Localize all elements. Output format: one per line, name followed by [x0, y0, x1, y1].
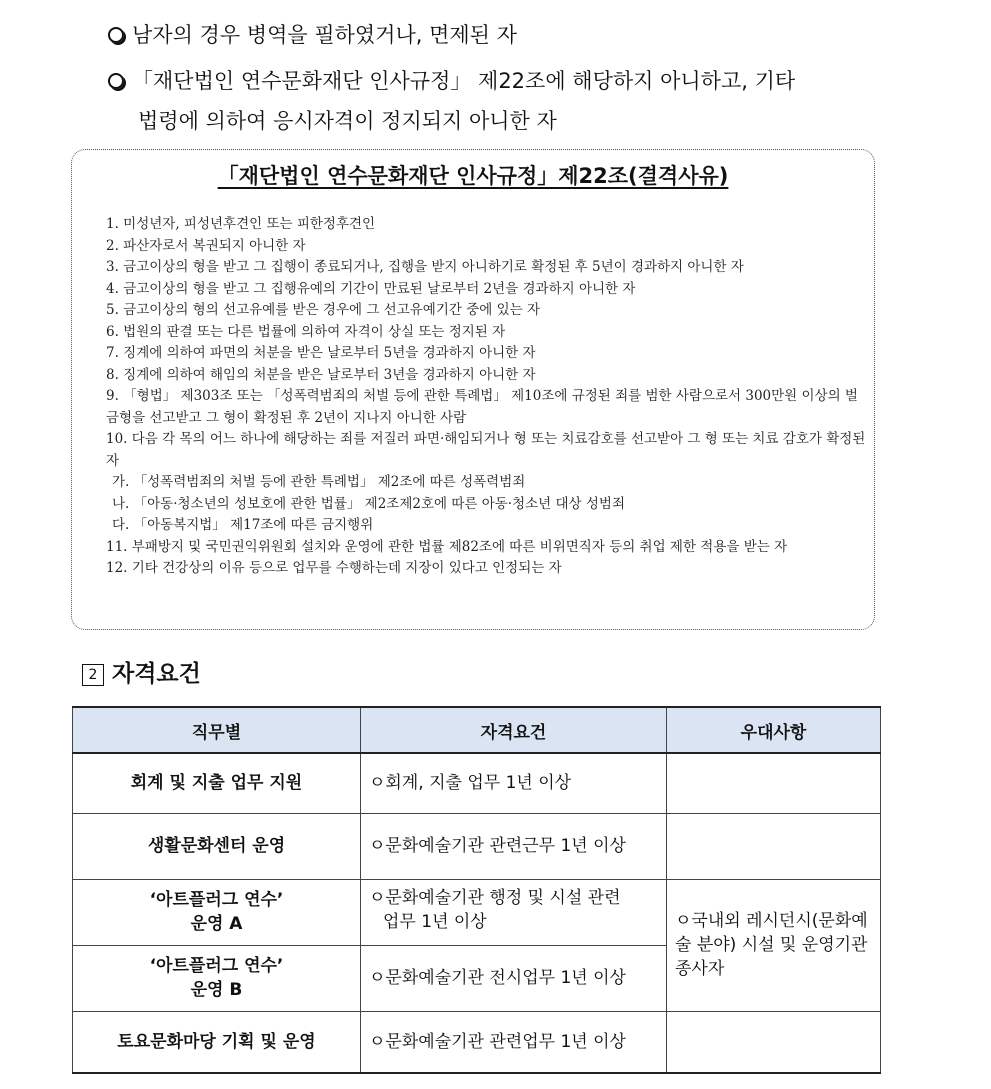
list-item: 7. 징계에 의하여 파면의 처분을 받은 날로부터 5년을 경과하지 아니한 자: [106, 345, 536, 361]
bullet-text: 「재단법인 연수문화재단 인사규정」 제22조에 해당하지 아니하고, 기타: [132, 69, 796, 93]
requirement-cell: ㅇ문화예술기관 관련업무 1년 이상: [361, 1011, 667, 1073]
role-cell: 생활문화센터 운영: [73, 813, 361, 879]
preference-cell-shared: ㅇ국내외 레시던시(문화예술 분야) 시설 및 운영기관 종사자: [667, 879, 881, 1011]
preference-cell: [667, 1011, 881, 1073]
list-item: 2. 파산자로서 복권되지 아니한 자: [106, 237, 306, 254]
role-cell: 회계 및 지출 업무 지원: [73, 753, 361, 813]
circle-bullet-icon: [108, 73, 124, 89]
header-role: 직무별: [73, 707, 361, 753]
list-item: 11. 부패방지 및 국민권익위원회 설치와 운영에 관한 법률 제82조에 따른 비위면직자 등의 취업 제한 적용을 받는 자: [106, 538, 788, 555]
preference-cell: [667, 813, 881, 879]
preference-cell: [667, 753, 881, 813]
role-cell: [73, 879, 361, 945]
header-requirements: 자격요건: [361, 707, 667, 753]
list-item: 12. 기타 건강상의 이유 등으로 업무를 수행하는데 지장이 있다고 인정되는 자: [106, 560, 562, 576]
list-subitem: 다. 「아동복지법」 제17조에 따른 금지행위: [112, 517, 374, 533]
requirement-cell: ㅇ문화예술기관 관련근무 1년 이상: [361, 813, 667, 879]
table-row: [73, 753, 881, 813]
requirement-cell: [361, 879, 667, 945]
role-cell: [73, 945, 361, 1011]
bullet-regulation: [108, 66, 795, 96]
list-item: 5. 금고이상의 형의 선고유예를 받은 경우에 그 선고유예기간 중에 있는 자: [106, 302, 540, 318]
requirement-cell: ㅇ문화예술기관 전시업무 1년 이상: [361, 945, 667, 1011]
requirement-line: ㅇ문화예술기관 행정 및 시설 관련: [369, 887, 621, 908]
requirements-table: [72, 706, 881, 1074]
header-preference: 우대사항: [667, 707, 881, 753]
role-line: ‘아트플러그 연수’: [149, 956, 284, 976]
role-line: ‘아트플러그 연수’: [149, 890, 284, 910]
section-heading: [82, 655, 201, 688]
list-item: 6. 법원의 판결 또는 다른 법률에 의하여 자격이 상실 또는 정지된 자: [106, 323, 506, 340]
bullet-text: 남자의 경우 병역을 필하였거나, 면제된 자: [132, 23, 517, 47]
list-item: 1. 미성년자, 피성년후견인 또는 피한정후견인: [106, 216, 376, 232]
table-header-row: [73, 707, 881, 753]
table-row: [73, 1011, 881, 1073]
disqualification-box: [71, 149, 875, 630]
list-subitem: 가. 「성폭력범죄의 처벌 등에 관한 특례법」 제2조에 따른 성폭력범죄: [112, 474, 526, 490]
disqualification-title: 「재단법인 연수문화재단 인사규정」제22조(결격사유): [217, 164, 729, 188]
list-item: 10. 다음 각 목의 어느 하나에 해당하는 죄를 저질러 파면·해임되거나 형 또는 치료감호를 선고받아 그 형 또는 치료 감호가 확정된 자: [106, 431, 866, 469]
role-line: 운영 A: [190, 914, 243, 934]
table-row: [73, 813, 881, 879]
disqualification-list: [106, 214, 868, 580]
list-subitem: 나. 「아동·청소년의 성보호에 관한 법률」 제2조제2호에 따른 아동·청소년 대상 성범죄: [112, 495, 625, 512]
role-cell: 토요문화마당 기획 및 운영: [73, 1011, 361, 1073]
section-title: 자격요건: [112, 661, 201, 687]
requirement-line: 업무 1년 이상: [383, 911, 487, 932]
circle-bullet-icon: [108, 27, 124, 43]
section-number-box: 2: [82, 664, 104, 686]
bullet-regulation-continued: 법령에 의하여 응시자격이 정지되지 아니한 자: [138, 109, 557, 133]
list-item: 9. 「형법」 제303조 또는 「성폭력범죄의 처벌 등에 관한 특례법」 제10조에 규정된 죄를 범한 사람으로서 300만원 이상의 벌금형을 선고받고 그 형이 확정된 후 2년이 지나지 아니한 사람: [106, 388, 858, 426]
role-line: 운영 B: [190, 980, 243, 1000]
list-item: 3. 금고이상의 형을 받고 그 집행이 종료되거나, 집행을 받지 아니하기로 확정된 후 5년이 경과하지 아니한 자: [106, 259, 744, 275]
requirement-cell: ㅇ회계, 지출 업무 1년 이상: [361, 753, 667, 813]
table-row: [73, 879, 881, 945]
list-item: 8. 징계에 의하여 해임의 처분을 받은 날로부터 3년을 경과하지 아니한 자: [106, 366, 536, 383]
bullet-military: [108, 20, 517, 50]
list-item: 4. 금고이상의 형을 받고 그 집행유예의 기간이 만료된 날로부터 2년을 경과하지 아니한 자: [106, 280, 636, 297]
